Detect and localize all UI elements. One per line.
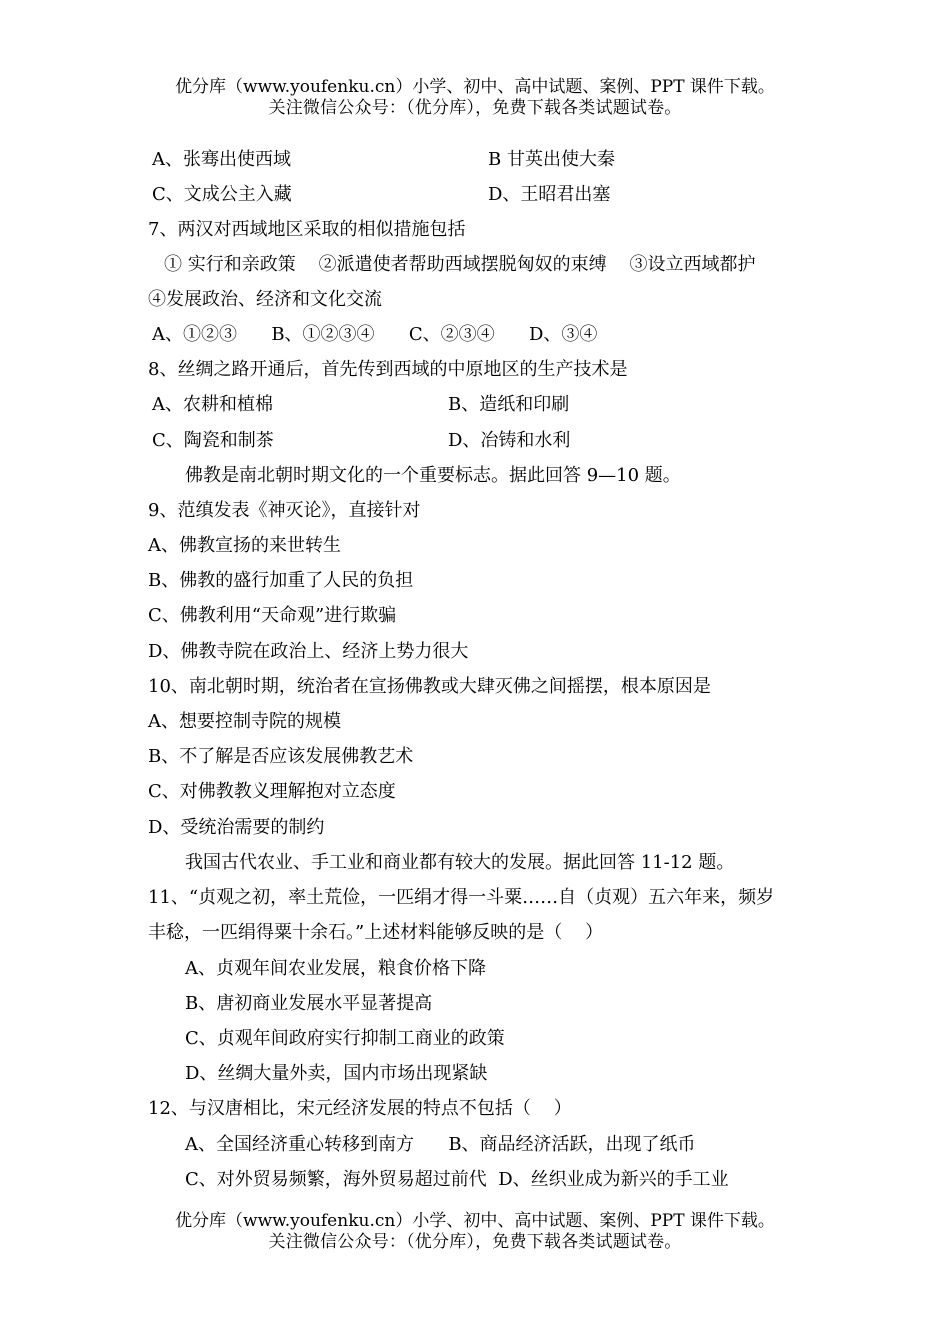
q9-option-a: A、佛教宣扬的来世转生: [148, 535, 341, 556]
q10-option-c: C、对佛教教义理解抱对立态度: [148, 781, 396, 802]
footer-line-1: 优分库（www.youfenku.cn）小学、初中、高中试题、案例、PPT 课件下载。: [175, 1211, 775, 1231]
q8-option-c: C、陶瓷和制茶: [152, 430, 274, 451]
page-footer: [0, 1211, 950, 1253]
q8-option-a: A、农耕和植棉: [152, 394, 273, 415]
page-header: [0, 77, 950, 119]
q6-option-d: D、王昭君出塞: [488, 184, 611, 205]
q7-stem: 7、两汉对西域地区采取的相似措施包括: [148, 219, 466, 240]
q11-option-a: A、贞观年间农业发展，粮食价格下降: [185, 958, 486, 979]
footer-line-2: 关注微信公众号：（优分库），免费下载各类试题试卷。: [268, 1232, 682, 1252]
q10-option-b: B、不了解是否应该发展佛教艺术: [148, 746, 414, 767]
q9-option-b: B、佛教的盛行加重了人民的负担: [148, 570, 414, 591]
q7-options: A、①②③ B、①②③④ C、②③④ D、③④: [152, 324, 598, 345]
q11-option-c: C、贞观年间政府实行抑制工商业的政策: [185, 1028, 505, 1049]
q12-options-ab: A、全国经济重心转移到南方 B、商品经济活跃，出现了纸币: [185, 1134, 696, 1155]
q7-items-1: ① 实行和亲政策 ②派遣使者帮助西域摆脱匈奴的束缚 ③设立西域都护: [164, 254, 756, 275]
q6-option-c: C、文成公主入藏: [152, 184, 292, 205]
q6-option-b: B 甘英出使大秦: [488, 149, 615, 170]
q9-option-d: D、佛教寺院在政治上、经济上势力很大: [148, 641, 469, 662]
q11-option-b: B、唐初商业发展水平显著提高: [185, 993, 433, 1014]
q8-stem: 8、丝绸之路开通后，首先传到西域的中原地区的生产技术是: [148, 359, 628, 380]
q10-stem: 10、南北朝时期，统治者在宣扬佛教或大肆灭佛之间摇摆，根本原因是: [148, 676, 711, 697]
q11-option-d: D、丝绸大量外卖，国内市场出现紧缺: [185, 1063, 488, 1084]
q6-option-a: A、张骞出使西域: [152, 149, 291, 170]
q9-stem: 9、范缜发表《神灭论》，直接针对: [148, 500, 421, 521]
q12-options-cd: C、对外贸易频繁，海外贸易超过前代 D、丝织业成为新兴的手工业: [185, 1169, 729, 1190]
q10-option-d: D、受统治需要的制约: [148, 817, 325, 838]
q11-stem-2: 丰稔，一匹绢得粟十余石。”上述材料能够反映的是（ ）: [148, 922, 604, 943]
intro-11-12: 我国古代农业、手工业和商业都有较大的发展。据此回答 11-12 题。: [185, 852, 735, 873]
q12-stem: 12、与汉唐相比，宋元经济发展的特点不包括（ ）: [148, 1098, 572, 1119]
q7-items-2: ④发展政治、经济和文化交流: [148, 289, 382, 310]
q9-option-c: C、佛教利用“天命观”进行欺骗: [148, 605, 397, 626]
header-line-1: 优分库（www.youfenku.cn）小学、初中、高中试题、案例、PPT 课件下载。: [175, 77, 775, 97]
q8-option-d: D、冶铸和水利: [448, 430, 571, 451]
q10-option-a: A、想要控制寺院的规模: [148, 711, 341, 732]
header-line-2: 关注微信公众号：（优分库），免费下载各类试题试卷。: [268, 98, 682, 118]
q11-stem-1: 11、“贞观之初，率土荒俭，一匹绢才得一斗粟……自（贞观）五六年来，频岁: [148, 887, 775, 908]
q8-option-b: B、造纸和印刷: [448, 394, 570, 415]
intro-9-10: 佛教是南北朝时期文化的一个重要标志。据此回答 9—10 题。: [185, 465, 681, 486]
